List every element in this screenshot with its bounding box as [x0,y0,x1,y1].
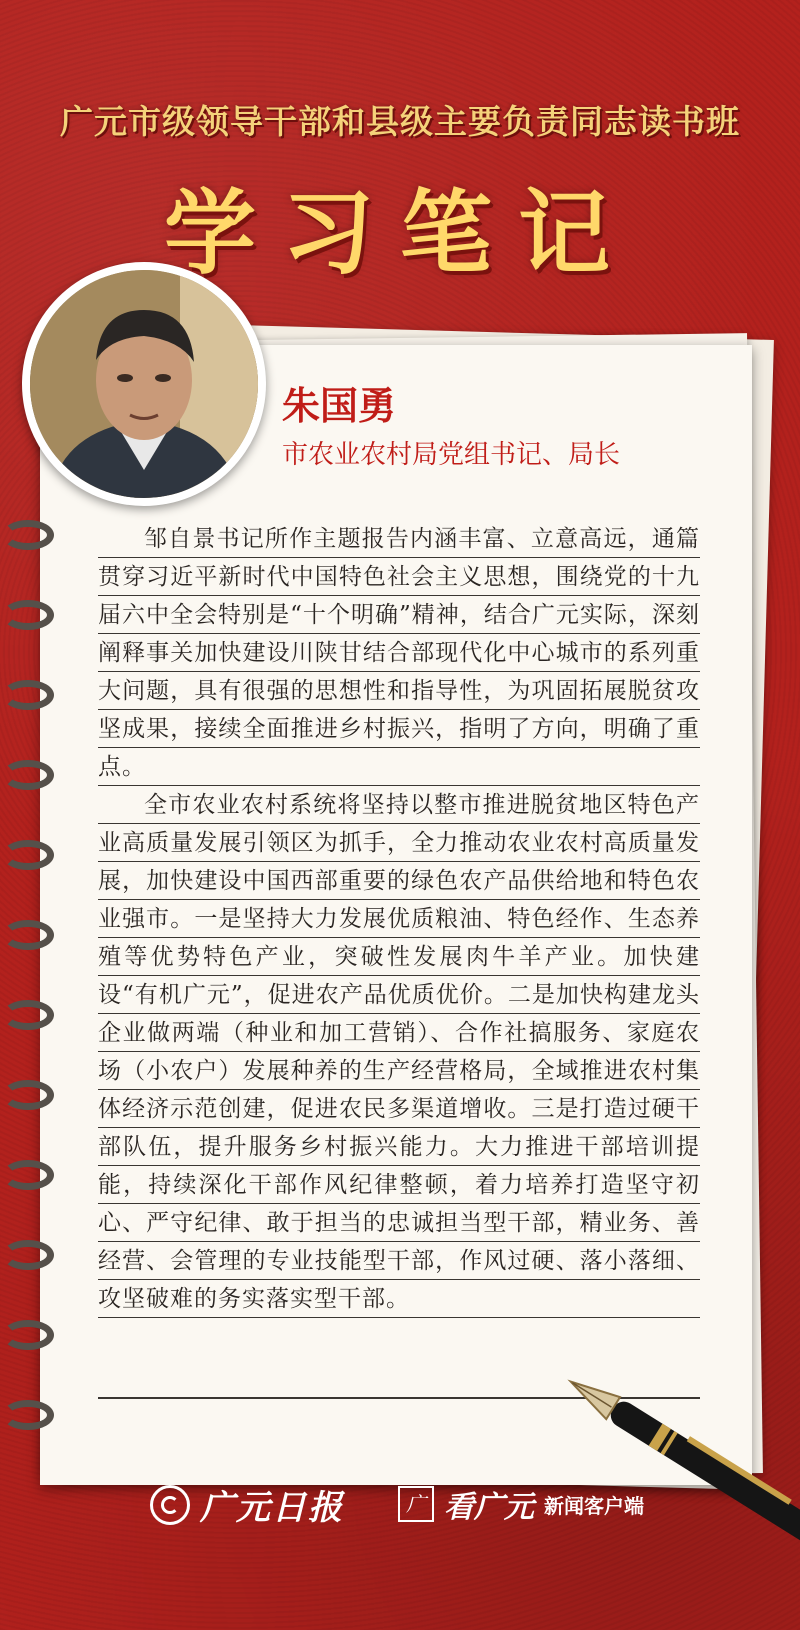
binding-ring-icon [2,680,54,710]
page-subtitle: 广元市级领导干部和县级主要负责同志读书班 [60,102,740,141]
author-avatar [22,262,266,506]
binding-ring-icon [2,840,54,870]
binding-ring-icon [2,520,54,550]
binding-ring-icon [2,760,54,790]
binding-ring-icon [2,1320,54,1350]
news-app-logo[interactable] [398,1482,644,1526]
author-name: 朱国勇 [282,383,397,428]
article-paragraph: 邹自景书记所作主题报告内涵丰富、立意高远，通篇贯穿习近平新时代中国特色社会主义思想，围绕党的十九届六中全会特别是“十个明确”精神，结合广元实际，深刻阐释事关加快建设川陕甘结合部现代化中心城市的系列重大问题，具有很强的思想性和指导性，为巩固拓展脱贫攻坚成果，接续全面推进乡村振兴，指明了方向，明确了重点。 [98,526,700,780]
binding-ring-icon [2,1160,54,1190]
logo2-subtext: 新闻客户端 [544,1493,644,1518]
person-portrait-icon [30,270,258,498]
binding-ring-icon [2,1240,54,1270]
footer [0,1480,800,1540]
app-emblem-icon: 广 [398,1486,434,1522]
newspaper-emblem-icon [150,1485,190,1525]
article-paragraph: 全市农业农村系统将坚持以整市推进脱贫地区特色产业高质量发展引领区为抓手，全力推动农业农村高质量发展，加快建设中国西部重要的绿色农产品供给地和特色农业强市。一是坚持大力发展优质粮油、特色经作、生态养殖等优势特色产业，突破性发展肉牛羊产业。加快建设“有机广元”，促进农产品优质优价。二是加快构建龙头企业做两端（种业和加工营销）、合作社搞服务、家庭农场（小农户）发展种养的生产经营格局，全域推进农村集体经济示范创建，促进农民多渠道增收。三是打造过硬干部队伍，提升服务乡村振兴能力。大力推进干部培训提能，持续深化干部作风纪律整顿，着力培养打造坚守初心、严守纪律、敢于担当的忠诚担当型干部，精业务、善经营、会管理的专业技能型干部，作风过硬、落小落细、攻坚破难的务实落实型干部。 [98,792,700,1312]
binding-ring-icon [2,1080,54,1110]
logo1-text: 广元日报 [200,1488,344,1528]
notebook-binding [0,520,70,1420]
article-body [98,520,700,1318]
author-role: 市农业农村局党组书记、局长 [282,440,621,470]
page-title: 学习笔记 [163,180,636,287]
binding-ring-icon [2,1000,54,1030]
avatar-photo [30,270,258,498]
binding-ring-icon [2,1400,54,1430]
binding-ring-icon [2,920,54,950]
binding-ring-icon [2,600,54,630]
logo2-text: 看广元 [444,1490,534,1525]
guangyuan-daily-logo[interactable] [150,1480,344,1529]
